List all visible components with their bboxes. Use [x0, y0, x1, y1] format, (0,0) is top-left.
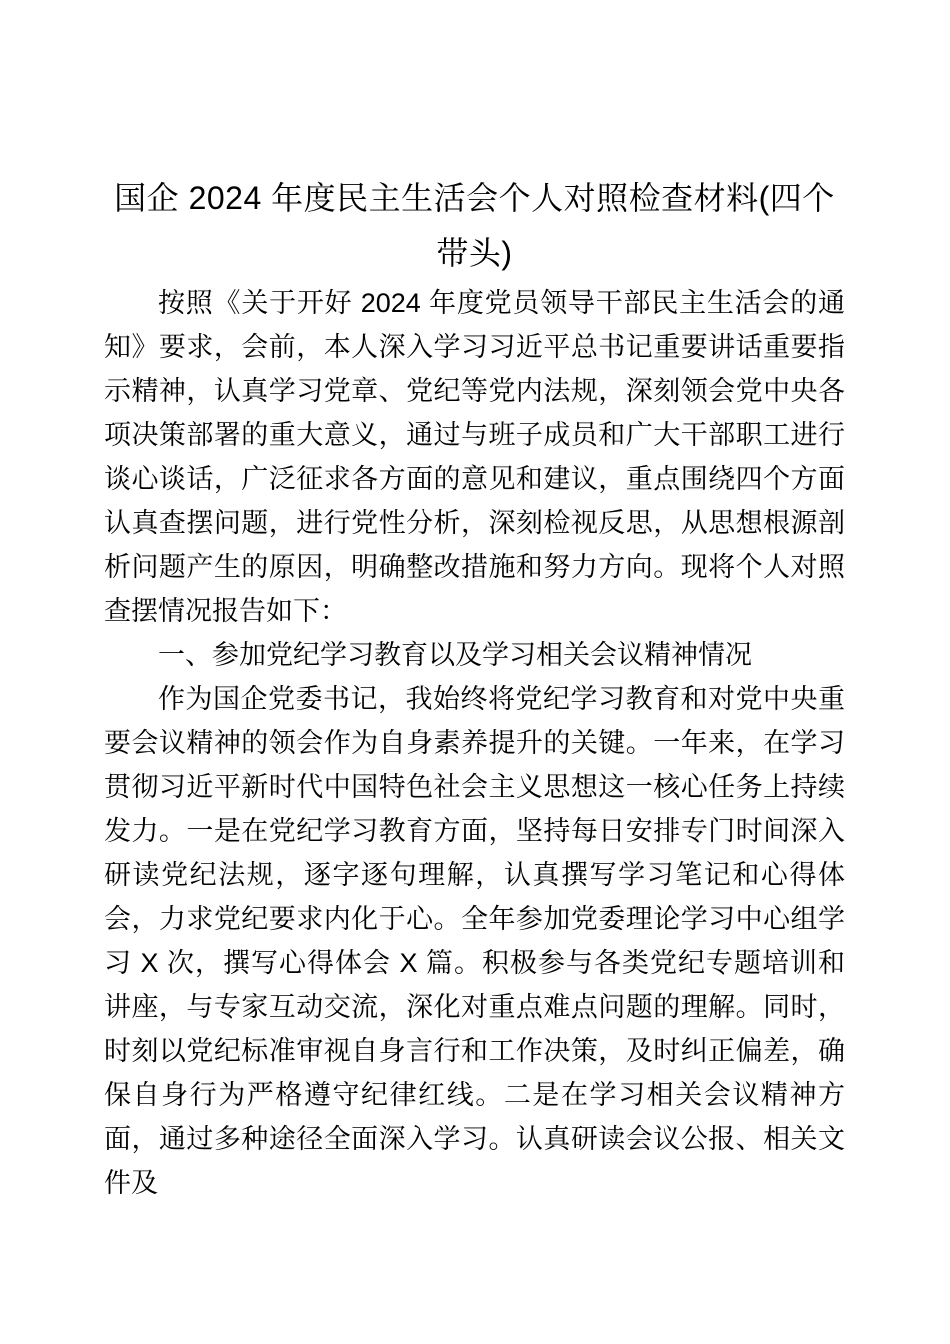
section-1-body: 作为国企党委书记，我始终将党纪学习教育和对党中央重要会议精神的领会作为自身素养提升的关键。一年来，在学习贯彻习近平新时代中国特色社会主义思想这一核心任务上持续发力。一是在党纪学习教育方面，坚持每日安排专门时间深入研读党纪法规，逐字逐句理解，认真撰写学习笔记和心得体会，力求党纪要求内化于心。全年参加党委理论学习中心组学习 X 次，撰写心得体会 X 篇。积极参与各类党纪专题培训和讲座，与专家互动交流，深化对重点难点问题的理解。同时，时刻以党纪标准审视自身言行和工作决策，及时纠正偏差，确保自身行为严格遵守纪律红线。二是在学习相关会议精神方面，通过多种途径全面深入学习。认真研读会议公报、相关文件及: [104, 684, 845, 1198]
intro-paragraph: 按照《关于开好 2024 年度党员领导干部民主生活会的通知》要求，会前，本人深入学习习近平总书记重要讲话重要指示精神，认真学习党章、党纪等党内法规，深刻领会党中央各项决策部署的重大意义，通过与班子成员和广大干部职工进行谈心谈话，广泛征求各方面的意见和建议，重点围绕四个方面认真查摆问题，进行党性分析，深刻检视反思，从思想根源剖析问题产生的原因，明确整改措施和努力方向。现将个人对照查摆情况报告如下：: [104, 288, 845, 626]
document-title: 国企 2024 年度民主生活会个人对照检查材料(四个带头): [114, 180, 835, 271]
section-1-heading: 一、参加党纪学习教育以及学习相关会议精神情况: [158, 640, 752, 670]
